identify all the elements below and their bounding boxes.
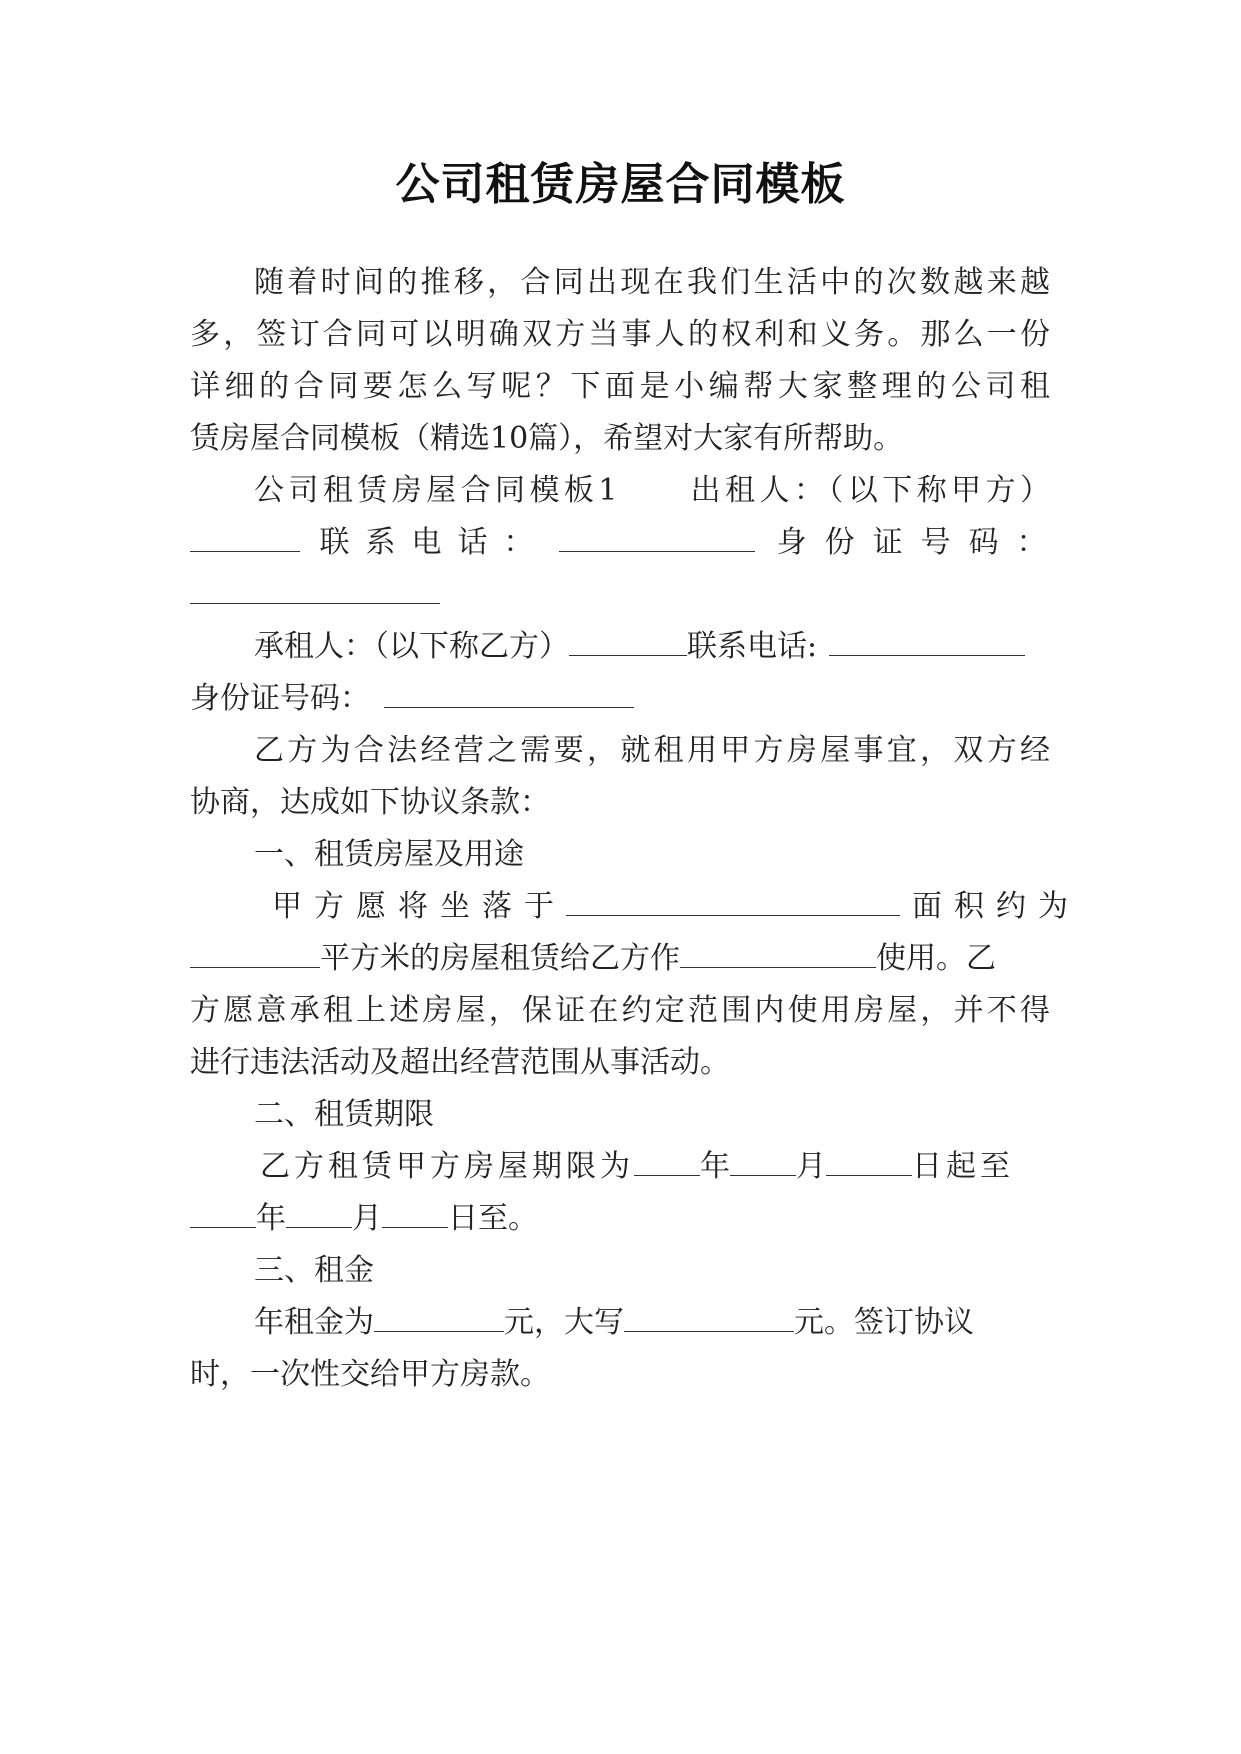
section-heading: 一、租赁房屋及用途 bbox=[254, 837, 524, 872]
blank-field bbox=[382, 1199, 448, 1228]
lessee-line bbox=[190, 624, 1050, 670]
paragraph-line: 协商，达成如下协议条款： bbox=[190, 785, 550, 820]
paragraph-line: 进行违法活动及超出经营范围从事活动。 bbox=[190, 1045, 730, 1080]
blank-field bbox=[190, 1199, 256, 1228]
blank-field bbox=[624, 1303, 794, 1332]
paragraph-line: 赁房屋合同模板（精选10篇），希望对大家有所帮助。 bbox=[190, 421, 904, 456]
area-label: 面积约为 bbox=[912, 889, 1080, 924]
id-number-label: 身份证号码： bbox=[190, 681, 370, 716]
lessee-label: 承租人：（以下称乙方） bbox=[254, 629, 569, 664]
paragraph-line: 乙方为合法经营之需要，就租用甲方房屋事宜，双方经 bbox=[254, 733, 1050, 768]
blank-field bbox=[190, 575, 440, 604]
blank-field bbox=[569, 627, 687, 656]
blank-field bbox=[634, 1147, 700, 1176]
blank-field bbox=[566, 887, 900, 916]
paragraph-line: 方愿意承租上述房屋，保证在约定范围内使用房屋，并不得 bbox=[190, 993, 1050, 1028]
blank-field bbox=[384, 679, 634, 708]
blank-field bbox=[680, 939, 876, 968]
area-line bbox=[190, 936, 1050, 982]
blank-field bbox=[190, 939, 320, 968]
month-label: 月 bbox=[352, 1201, 382, 1236]
section-heading: 三、租金 bbox=[254, 1253, 374, 1288]
paragraph-line: 详细的合同要怎么写呢？下面是小编帮大家整理的公司租 bbox=[190, 369, 1050, 404]
document-title: 公司租赁房屋合同模板 bbox=[395, 159, 846, 210]
blank-field bbox=[286, 1199, 352, 1228]
year-label: 年 bbox=[700, 1149, 730, 1184]
rent-label: 年租金为 bbox=[254, 1305, 374, 1340]
id-number-label: 身份证号码： bbox=[776, 525, 1065, 560]
area-text: 平方米的房屋租赁给乙方作 bbox=[320, 941, 680, 976]
paragraph-line: 时，一次性交给甲方房款。 bbox=[190, 1357, 550, 1392]
lessor-contact-line bbox=[190, 520, 1065, 566]
day-end-label: 日至。 bbox=[448, 1201, 538, 1236]
section-heading: 二、租赁期限 bbox=[254, 1097, 434, 1132]
blank-field bbox=[829, 627, 1025, 656]
paragraph-line: 随着时间的推移，合同出现在我们生活中的次数越来越 bbox=[254, 265, 1050, 300]
usage-text: 使用。乙 bbox=[876, 941, 996, 976]
phone-label: 联系电话: bbox=[687, 629, 818, 664]
day-start-label: 日起至 bbox=[912, 1149, 1014, 1184]
location-line bbox=[190, 884, 1080, 930]
blank-field bbox=[374, 1303, 504, 1332]
lessee-id-line bbox=[190, 676, 1050, 722]
term-end-line bbox=[190, 1196, 1050, 1242]
paragraph-line: 公司租赁房屋合同模板1 出租人：（以下称甲方） bbox=[254, 473, 1050, 508]
rent-uppercase-label: 元，大写 bbox=[504, 1305, 624, 1340]
term-label: 乙方租赁甲方房屋期限为 bbox=[260, 1149, 634, 1184]
year-label: 年 bbox=[256, 1201, 286, 1236]
blank-field bbox=[190, 523, 300, 552]
paragraph-line: 多，签订合同可以明确双方当事人的权利和义务。那么一份 bbox=[190, 317, 1050, 352]
blank-field bbox=[730, 1147, 796, 1176]
blank-field bbox=[826, 1147, 912, 1176]
term-line bbox=[190, 1144, 1050, 1190]
rent-sign-text: 元。签订协议 bbox=[794, 1305, 974, 1340]
month-label: 月 bbox=[796, 1149, 826, 1184]
blank-field bbox=[559, 523, 755, 552]
rent-line bbox=[190, 1300, 1050, 1346]
location-label: 甲方愿将坐落于 bbox=[272, 889, 566, 924]
phone-label: 联系电话： bbox=[319, 525, 550, 560]
lessor-id-line bbox=[190, 572, 1050, 618]
